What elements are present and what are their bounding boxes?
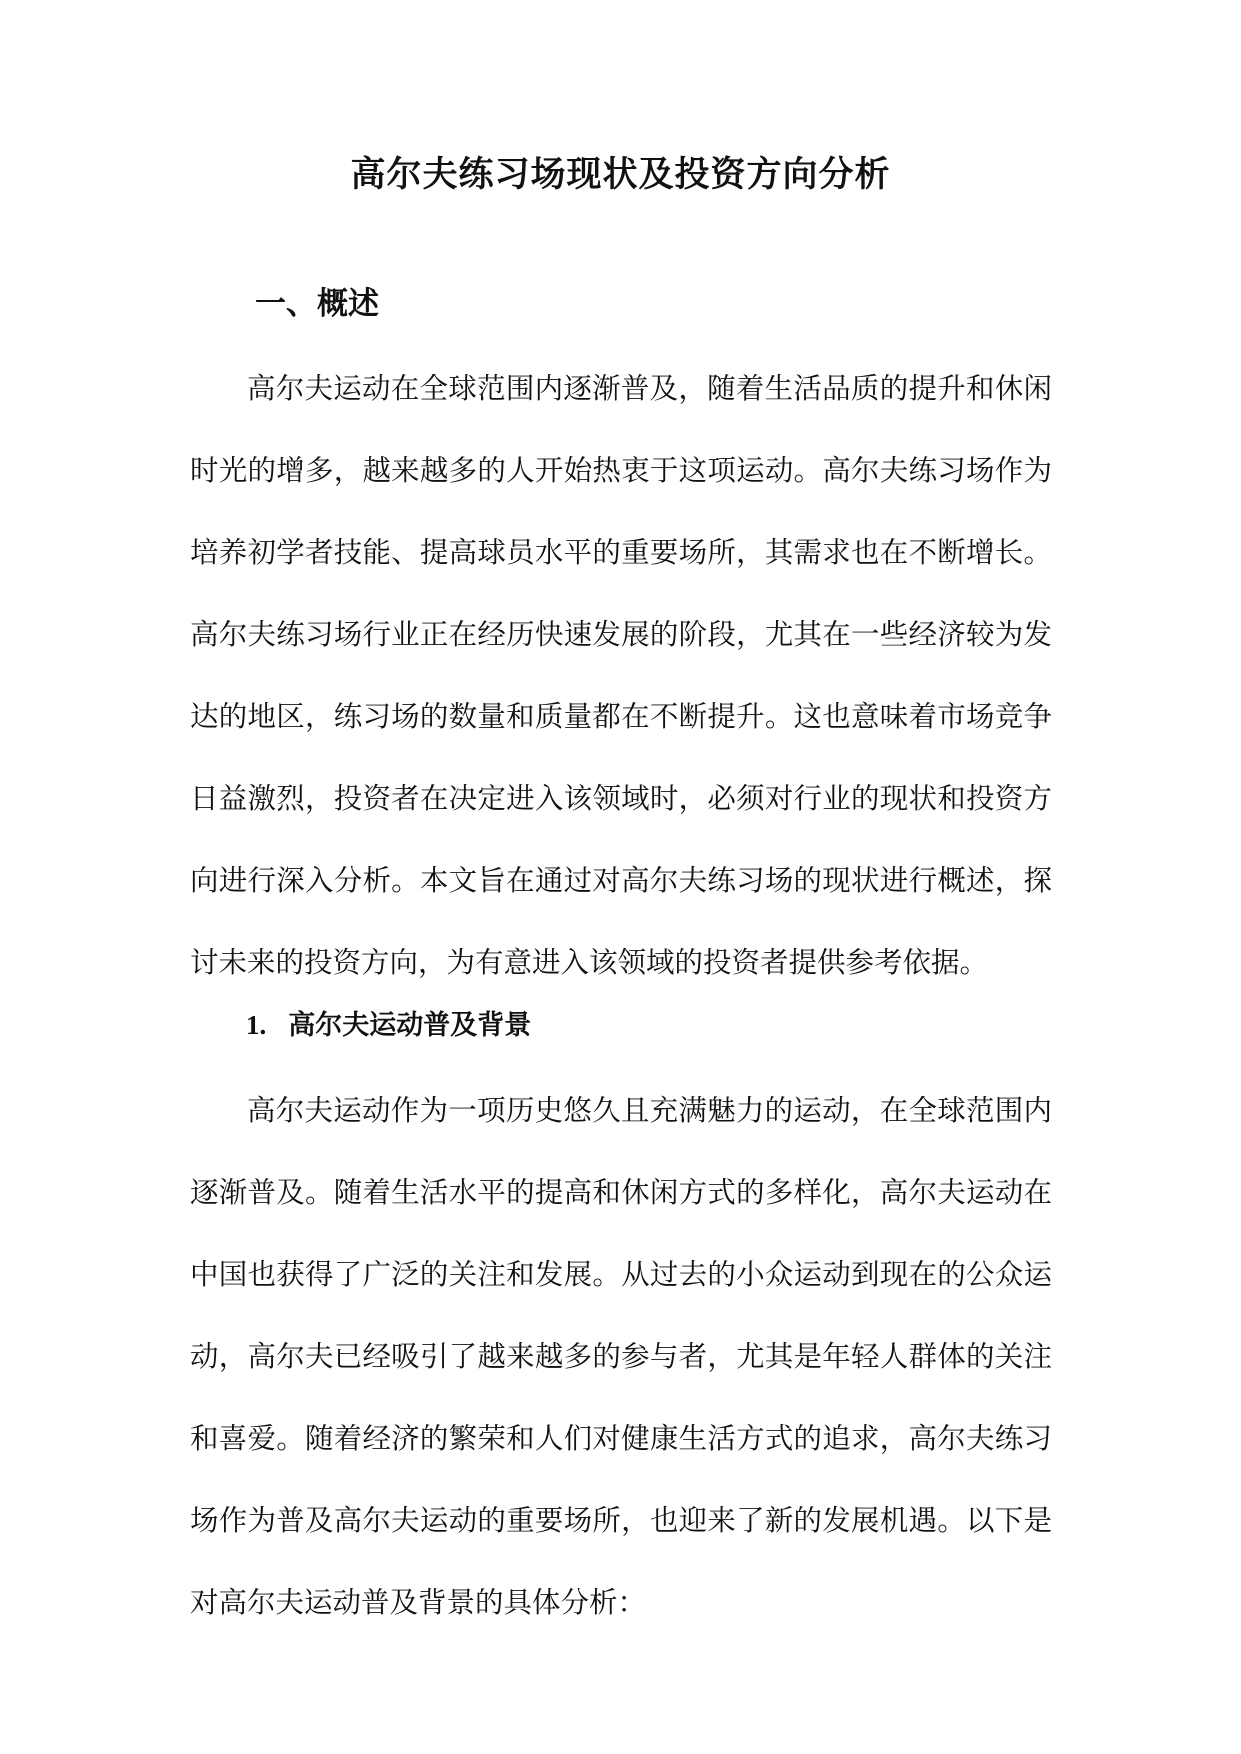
subsection-heading-golf-background [246,1005,531,1046]
subsection-number: 1. [246,1010,267,1040]
golf-background-paragraph: 高尔夫运动作为一项历史悠久且充满魅力的运动，在全球范围内逐渐普及。随着生活水平的提高和休闲方式的多样化，高尔夫运动在中国也获得了广泛的关注和发展。从过去的小众运动到现在的公众运动，高尔夫已经吸引了越来越多的参与者，尤其是年轻人群体的关注和喜爱。随着经济的繁荣和人们对健康生活方式的追求，高尔夫练习场作为普及高尔夫运动的重要场所，也迎来了新的发展机遇。以下是对高尔夫运动普及背景的具体分析： [190,1094,1052,1619]
section-heading-overview: 一、概述 [255,286,379,322]
overview-paragraph: 高尔夫运动在全球范围内逐渐普及，随着生活品质的提升和休闲时光的增多，越来越多的人开始热衷于这项运动。高尔夫练习场作为培养初学者技能、提高球员水平的重要场所，其需求也在不断增长。高尔夫练习场行业正在经历快速发展的阶段，尤其在一些经济较为发达的地区，练习场的数量和质量都在不断提升。这也意味着市场竞争日益激烈，投资者在决定进入该领域时，必须对行业的现状和投资方向进行深入分析。本文旨在通过对高尔夫练习场的现状进行概述，探讨未来的投资方向，为有意进入该领域的投资者提供参考依据。 [190,372,1052,979]
document-title: 高尔夫练习场现状及投资方向分析 [350,154,891,195]
subsection-heading-text: 高尔夫运动普及背景 [288,1010,532,1041]
